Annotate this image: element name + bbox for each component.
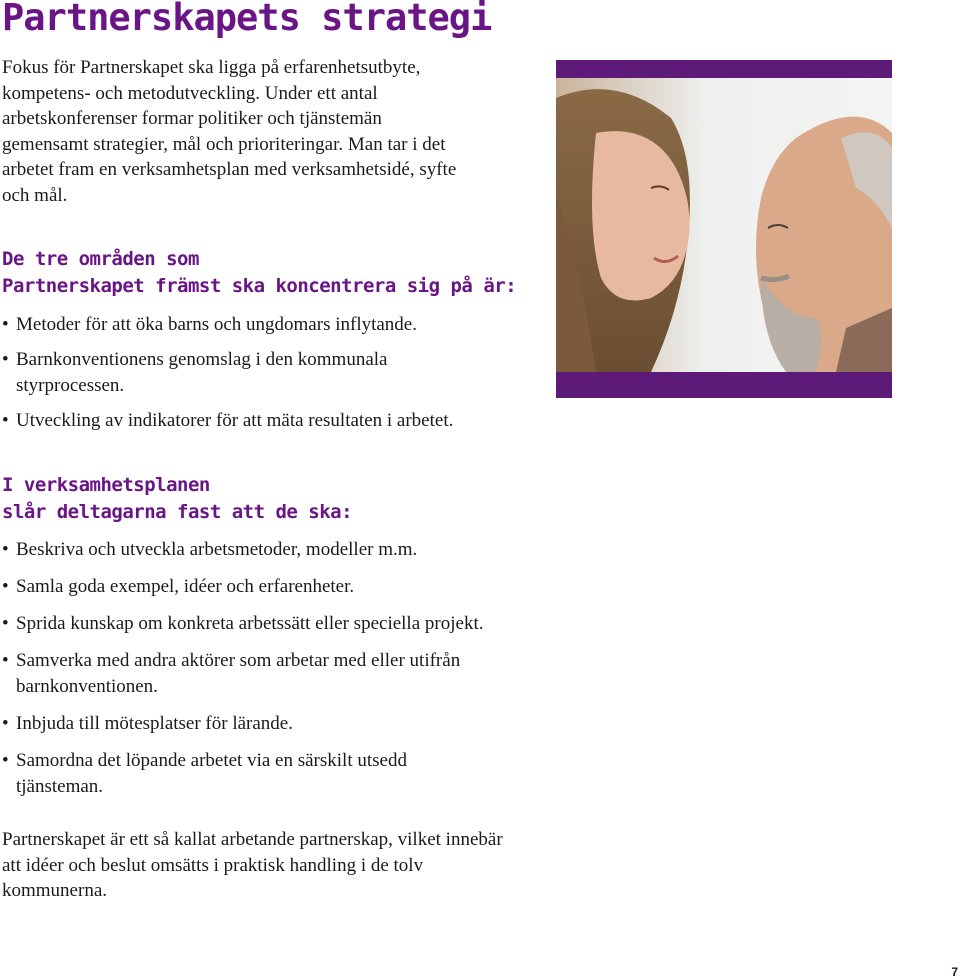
page-title: Partnerskapets strategi [2, 0, 492, 39]
intro-paragraph: Fokus för Partnerskapet ska ligga på erfarenhetsutbyte, kompetens- och metodutveckling. Under ett antal arbetskonferenser formar politiker och tjänstemän gemensamt strategier, mål och prioriteringar. Man tar i det arbetet fram en verksamhetsplan med verksamhetsidé, syfte och mål. [2, 57, 457, 206]
list-item: • Inbjuda till mötesplatser för lärande. [2, 711, 542, 737]
two-faces-photo [556, 78, 892, 372]
section1-heading [2, 246, 516, 300]
section1-heading-line2: Partnerskapet främst ska koncentrera sig på är: [2, 275, 517, 297]
list-item: • Barnkonventionens genomslag i den kommunala styrprocessen. [2, 347, 436, 399]
closing-paragraph: Partnerskapet är ett så kallat arbetande partnerskap, vilket innebär att idéer och beslut omsätts i praktisk handling i de tolv kommunerna. [2, 829, 503, 901]
section1-heading-line1: De tre områden som [2, 248, 199, 270]
plan-goals-list [2, 537, 542, 811]
page-number: 7 [951, 965, 958, 979]
section2-heading-line2: slår deltagarna fast att de ska: [2, 501, 353, 523]
list-item: • Utveckling av indikatorer för att mäta resultaten i arbetet. [2, 408, 542, 434]
list-item: • Beskriva och utveckla arbetsmetoder, modeller m.m. [2, 537, 542, 563]
list-item: • Metoder för att öka barns och ungdomars inflytande. [2, 312, 542, 338]
section2-heading [2, 472, 352, 526]
section2-heading-line1: I verksamhetsplanen [2, 474, 210, 496]
list-item: • Samordna det löpande arbetet via en särskilt utsedd tjänsteman. [2, 748, 456, 800]
photo-frame [556, 60, 892, 398]
list-item: • Sprida kunskap om konkreta arbetssätt eller speciella projekt. [2, 611, 542, 637]
list-item: • Samla goda exempel, idéer och erfarenheter. [2, 574, 542, 600]
focus-areas-list [2, 312, 542, 443]
list-item: • Samverka med andra aktörer som arbetar med eller utifrån barnkonventionen. [2, 648, 516, 700]
